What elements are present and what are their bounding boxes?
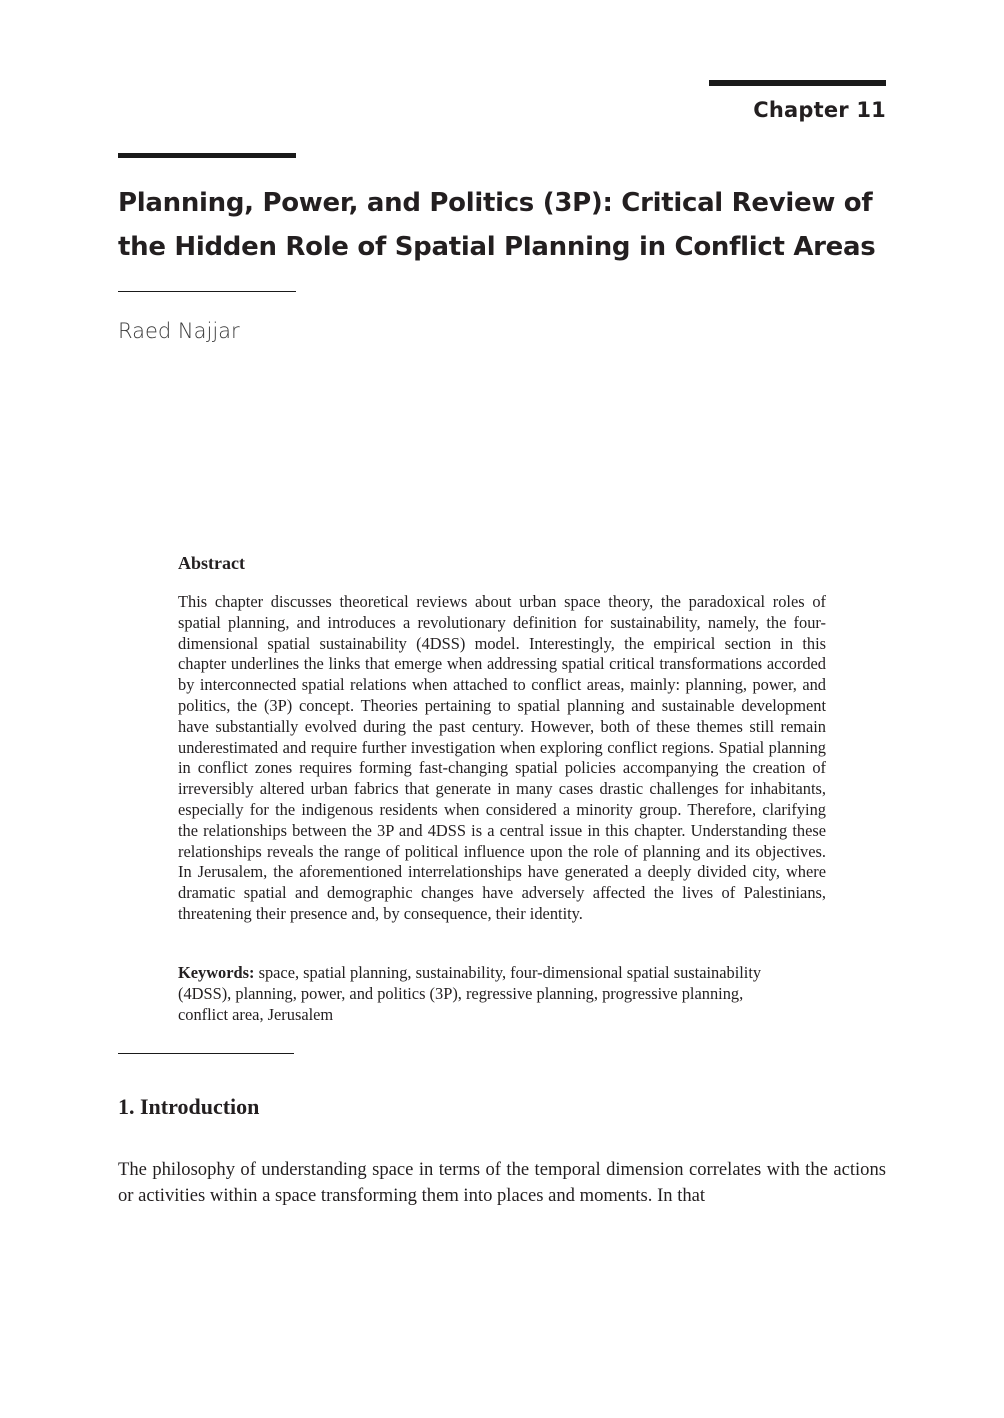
- keywords: [178, 963, 778, 1025]
- introduction-body: The philosophy of understanding space in terms of the temporal dimension correlates with the actions or activities within a space transforming them into places and moments. In that: [118, 1159, 886, 1206]
- chapter-title: Planning, Power, and Politics (3P): Critical Review of the Hidden Role of Spatial Planning in Conflict Areas: [118, 188, 876, 262]
- title-rule: [118, 153, 296, 158]
- author-name: Raed Najjar: [118, 319, 240, 343]
- keywords-label: Keywords:: [178, 963, 255, 982]
- chapter-label: Chapter 11: [753, 98, 886, 122]
- section-rule: [118, 1053, 294, 1054]
- abstract-body: This chapter discusses theoretical reviews about urban space theory, the paradoxical roles of spatial planning, and introduces a revolutionary definition for sustainability, namely, the four-dimensional spatial sustainability (4DSS) model. Interestingly, the empirical section in this chapter underlines the links that emerge when addressing spatial critical transformations accorded by interconnected spatial relations when attached to conflict areas, mainly: planning, power, and politics, the (3P) concept. Theories pertaining to spatial planning and sustainable development have substantially evolved during the past century. However, both of these themes still remain underestimated and require further investigation when exploring conflict regions. Spatial planning in conflict zones requires forming fast-changing spatial policies accompanying the creation of irreversibly altered urban fabrics that generate in many cases drastic challenges for inhabitants, especially for the indigenous residents when considered a minority group. Therefore, clarifying the relationships between the 3P and 4DSS is a central issue in this chapter. Understanding these relationships reveals the range of political influence upon the role of planning and its objectives. In Jerusalem, the aforementioned interrelationships have generated a deeply divided city, where dramatic spatial and demographic changes have adversely affected the lives of Palestinians, threatening their presence and, by consequence, their identity.: [178, 592, 826, 923]
- keywords-text: space, spatial planning, sustainability, four-dimensional spatial sustainability (4DSS), planning, power, and politics (3P), regressive planning, progressive planning, conflict area, Jerusalem: [178, 963, 762, 1024]
- chapter-top-rule: [709, 80, 886, 86]
- author-rule: [118, 291, 296, 292]
- introduction-heading: 1. Introduction: [118, 1094, 260, 1119]
- abstract-heading: Abstract: [178, 553, 245, 573]
